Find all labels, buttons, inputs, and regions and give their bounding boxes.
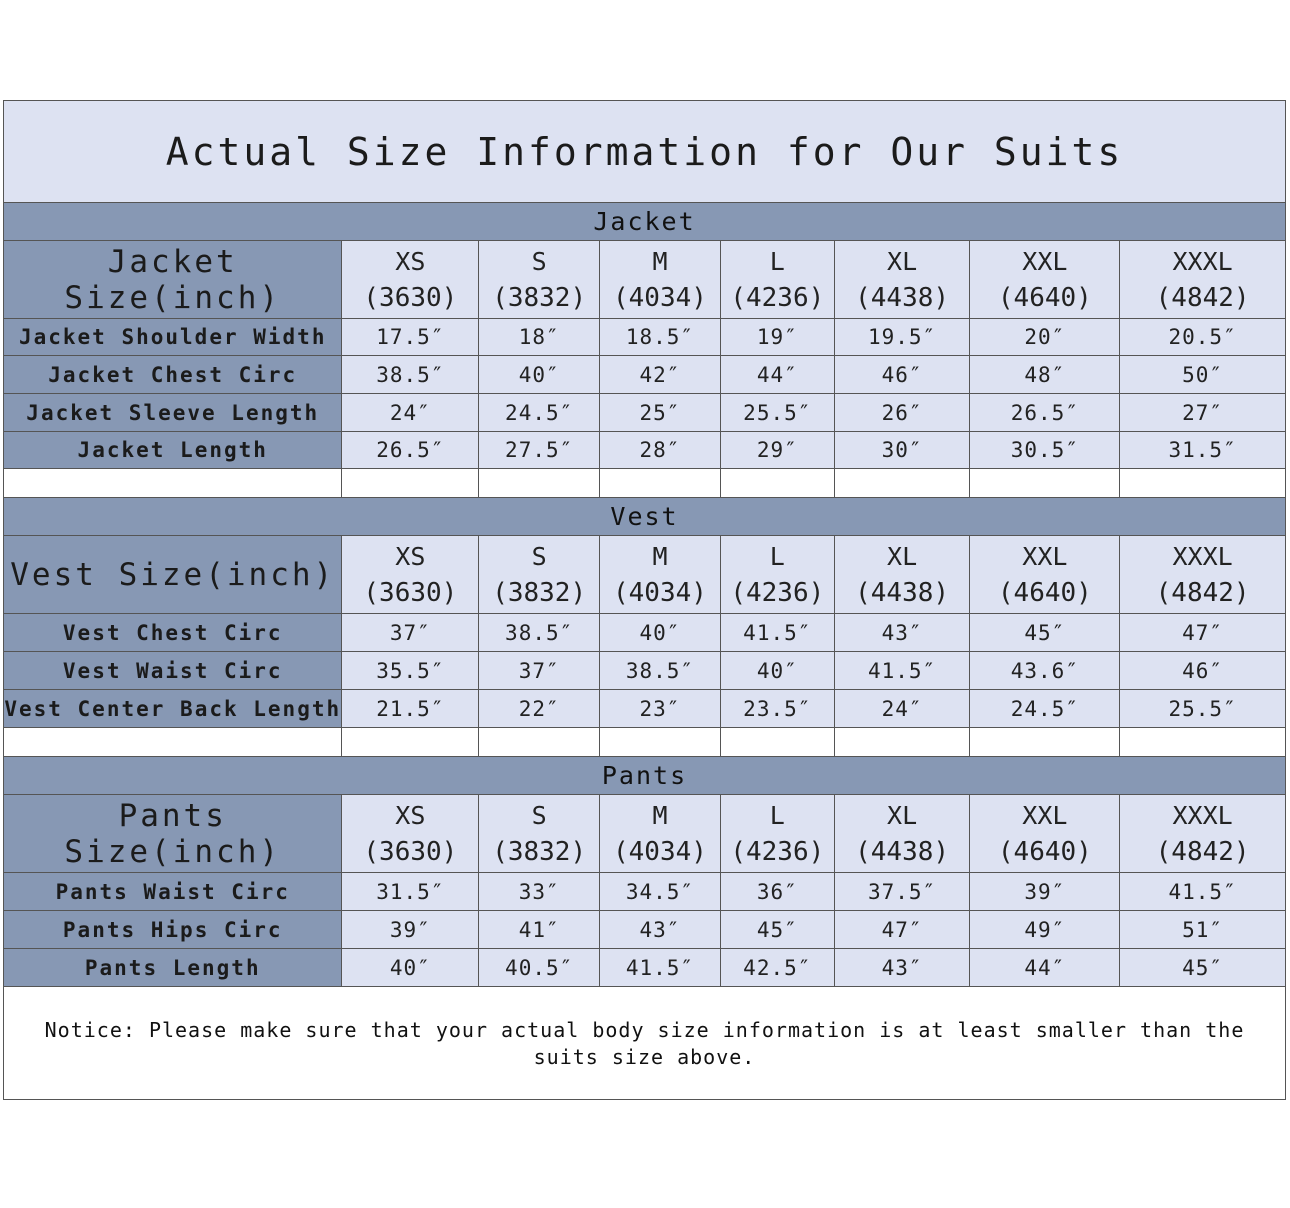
measurement-value: 25″	[600, 394, 721, 432]
measurement-value: 25.5″	[1120, 690, 1285, 728]
size-label: Jacket Size(inch)	[4, 241, 342, 319]
size-name: XXL	[1022, 541, 1068, 571]
measurement-value: 40″	[721, 652, 835, 690]
measurement-label: Pants Length	[4, 949, 342, 987]
spacer-cell	[721, 469, 835, 498]
measurement-value: 40″	[342, 949, 479, 987]
spacer-cell	[1120, 728, 1285, 757]
measurement-value: 46″	[1120, 652, 1285, 690]
size-code: (4842)	[1155, 836, 1250, 867]
spacer-row	[4, 728, 1285, 757]
spacer-cell	[1120, 469, 1285, 498]
spacer-cell	[600, 728, 721, 757]
size-name: XXL	[1022, 246, 1068, 276]
size-column-header	[479, 241, 600, 319]
size-code: (4236)	[730, 282, 825, 313]
measurement-value: 49″	[970, 911, 1120, 949]
measurement-value: 39″	[970, 873, 1120, 911]
measurement-value: 23″	[600, 690, 721, 728]
measurement-value: 24″	[342, 394, 479, 432]
measurement-label: Jacket Sleeve Length	[4, 394, 342, 432]
measurement-value: 28″	[600, 432, 721, 469]
measurement-value: 48″	[970, 356, 1120, 394]
measurement-value: 41.5″	[600, 949, 721, 987]
size-name: XXXL	[1172, 246, 1233, 276]
measurement-label: Pants Waist Circ	[4, 873, 342, 911]
size-code: (4842)	[1155, 577, 1250, 608]
table-row	[4, 356, 1285, 394]
spacer-cell	[479, 728, 600, 757]
measurement-value: 44″	[970, 949, 1120, 987]
table-row	[4, 432, 1285, 469]
measurement-value: 45″	[721, 911, 835, 949]
size-name: S	[531, 800, 547, 830]
measurement-value: 27.5″	[479, 432, 600, 469]
size-code: (4236)	[730, 577, 825, 608]
measurement-value: 23.5″	[721, 690, 835, 728]
section-header-vest: Vest	[4, 498, 1285, 536]
spacer-cell	[342, 469, 479, 498]
section-header-pants: Pants	[4, 757, 1285, 795]
measurement-value: 37″	[479, 652, 600, 690]
size-name: L	[769, 541, 785, 571]
measurement-value: 19″	[721, 319, 835, 356]
size-header-row	[4, 536, 1285, 614]
title-row	[4, 101, 1285, 203]
size-label: Vest Size(inch)	[4, 536, 342, 614]
size-name: XL	[887, 800, 918, 830]
measurement-value: 31.5″	[1120, 432, 1285, 469]
measurement-value: 41.5″	[1120, 873, 1285, 911]
size-chart	[3, 100, 1286, 1100]
size-code: (4640)	[997, 836, 1092, 867]
table-row	[4, 614, 1285, 652]
size-name: M	[652, 246, 668, 276]
size-code: (4438)	[855, 836, 950, 867]
size-code: (3630)	[363, 282, 458, 313]
size-column-header	[970, 241, 1120, 319]
spacer-cell	[600, 469, 721, 498]
measurement-value: 24.5″	[970, 690, 1120, 728]
measurement-value: 22″	[479, 690, 600, 728]
measurement-label: Vest Chest Circ	[4, 614, 342, 652]
size-column-header	[835, 536, 971, 614]
spacer-cell	[479, 469, 600, 498]
size-name: S	[531, 246, 547, 276]
size-column-header	[342, 241, 479, 319]
measurement-value: 45″	[970, 614, 1120, 652]
measurement-value: 38.5″	[600, 652, 721, 690]
measurement-value: 40.5″	[479, 949, 600, 987]
measurement-value: 43″	[835, 614, 971, 652]
size-code: (4640)	[997, 282, 1092, 313]
measurement-value: 40″	[600, 614, 721, 652]
measurement-value: 30″	[835, 432, 971, 469]
measurement-value: 18.5″	[600, 319, 721, 356]
table-row	[4, 873, 1285, 911]
measurement-value: 43″	[600, 911, 721, 949]
size-code: (3832)	[492, 282, 587, 313]
measurement-value: 26.5″	[970, 394, 1120, 432]
size-column-header	[721, 241, 835, 319]
measurement-value: 42″	[600, 356, 721, 394]
measurement-value: 50″	[1120, 356, 1285, 394]
notice-text: Notice: Please make sure that your actual body size information is at least smaller than the suits size above.	[4, 989, 1285, 1099]
size-column-header	[1120, 536, 1285, 614]
size-code: (3832)	[492, 836, 587, 867]
measurement-label: Pants Hips Circ	[4, 911, 342, 949]
spacer-cell	[835, 469, 971, 498]
measurement-value: 51″	[1120, 911, 1285, 949]
size-code: (4438)	[855, 577, 950, 608]
measurement-value: 17.5″	[342, 319, 479, 356]
measurement-value: 43″	[835, 949, 971, 987]
table-row	[4, 690, 1285, 728]
size-column-header	[721, 795, 835, 873]
size-column-header	[835, 241, 971, 319]
size-code: (3832)	[492, 577, 587, 608]
size-code: (4842)	[1155, 282, 1250, 313]
measurement-value: 24.5″	[479, 394, 600, 432]
measurement-label: Vest Center Back Length	[4, 690, 342, 728]
size-code: (4236)	[730, 836, 825, 867]
size-code: (3630)	[363, 577, 458, 608]
measurement-value: 38.5″	[479, 614, 600, 652]
size-code: (4034)	[613, 577, 707, 608]
measurement-value: 26″	[835, 394, 971, 432]
size-column-header	[600, 795, 721, 873]
size-column-header	[1120, 241, 1285, 319]
table-row	[4, 319, 1285, 356]
measurement-value: 26.5″	[342, 432, 479, 469]
table-row	[4, 652, 1285, 690]
measurement-value: 41.5″	[721, 614, 835, 652]
size-name: XS	[395, 541, 426, 571]
section-header-jacket: Jacket	[4, 203, 1285, 241]
size-column-header	[970, 795, 1120, 873]
measurement-value: 38.5″	[342, 356, 479, 394]
size-header-row	[4, 241, 1285, 319]
measurement-value: 46″	[835, 356, 971, 394]
measurement-value: 29″	[721, 432, 835, 469]
size-label: Pants Size(inch)	[4, 795, 342, 873]
measurement-value: 34.5″	[600, 873, 721, 911]
spacer-cell	[835, 728, 971, 757]
measurement-value: 31.5″	[342, 873, 479, 911]
measurement-value: 21.5″	[342, 690, 479, 728]
size-column-header	[479, 795, 600, 873]
size-column-header	[600, 241, 721, 319]
size-name: XXXL	[1172, 541, 1233, 571]
spacer-cell	[4, 728, 342, 757]
size-column-header	[479, 536, 600, 614]
measurement-label: Vest Waist Circ	[4, 652, 342, 690]
measurement-value: 37.5″	[835, 873, 971, 911]
size-column-header	[1120, 795, 1285, 873]
measurement-value: 33″	[479, 873, 600, 911]
measurement-value: 42.5″	[721, 949, 835, 987]
size-column-header	[835, 795, 971, 873]
measurement-value: 20.5″	[1120, 319, 1285, 356]
size-name: XXXL	[1172, 800, 1233, 830]
measurement-value: 41″	[479, 911, 600, 949]
table-row	[4, 394, 1285, 432]
spacer-cell	[721, 728, 835, 757]
size-name: L	[769, 246, 785, 276]
measurement-label: Jacket Chest Circ	[4, 356, 342, 394]
size-name: XXL	[1022, 800, 1068, 830]
spacer-row	[4, 469, 1285, 498]
measurement-value: 30.5″	[970, 432, 1120, 469]
size-name: M	[652, 800, 668, 830]
measurement-value: 24″	[835, 690, 971, 728]
size-code: (4034)	[613, 282, 707, 313]
size-column-header	[342, 795, 479, 873]
measurement-label: Jacket Shoulder Width	[4, 319, 342, 356]
measurement-value: 35.5″	[342, 652, 479, 690]
size-name: L	[769, 800, 785, 830]
measurement-value: 43.6″	[970, 652, 1120, 690]
table-row	[4, 949, 1285, 987]
size-name: XL	[887, 541, 918, 571]
spacer-cell	[970, 728, 1120, 757]
size-code: (4438)	[855, 282, 950, 313]
table-row	[4, 911, 1285, 949]
measurement-value: 27″	[1120, 394, 1285, 432]
size-name: M	[652, 541, 668, 571]
size-column-header	[600, 536, 721, 614]
measurement-value: 36″	[721, 873, 835, 911]
size-column-header	[970, 536, 1120, 614]
measurement-value: 44″	[721, 356, 835, 394]
size-column-header	[342, 536, 479, 614]
measurement-value: 47″	[1120, 614, 1285, 652]
measurement-value: 45″	[1120, 949, 1285, 987]
measurement-value: 25.5″	[721, 394, 835, 432]
size-code: (4640)	[997, 577, 1092, 608]
size-name: XS	[395, 246, 426, 276]
spacer-cell	[342, 728, 479, 757]
size-code: (4034)	[613, 836, 707, 867]
measurement-value: 41.5″	[835, 652, 971, 690]
measurement-value: 19.5″	[835, 319, 971, 356]
size-name: S	[531, 541, 547, 571]
size-name: XL	[887, 246, 918, 276]
measurement-value: 47″	[835, 911, 971, 949]
size-header-row	[4, 795, 1285, 873]
measurement-value: 40″	[479, 356, 600, 394]
measurement-label: Jacket Length	[4, 432, 342, 469]
size-column-header	[721, 536, 835, 614]
size-code: (3630)	[363, 836, 458, 867]
measurement-value: 39″	[342, 911, 479, 949]
measurement-value: 18″	[479, 319, 600, 356]
spacer-cell	[4, 469, 342, 498]
page-title: Actual Size Information for Our Suits	[165, 129, 1124, 174]
spacer-cell	[970, 469, 1120, 498]
size-name: XS	[395, 800, 426, 830]
measurement-value: 20″	[970, 319, 1120, 356]
measurement-value: 37″	[342, 614, 479, 652]
